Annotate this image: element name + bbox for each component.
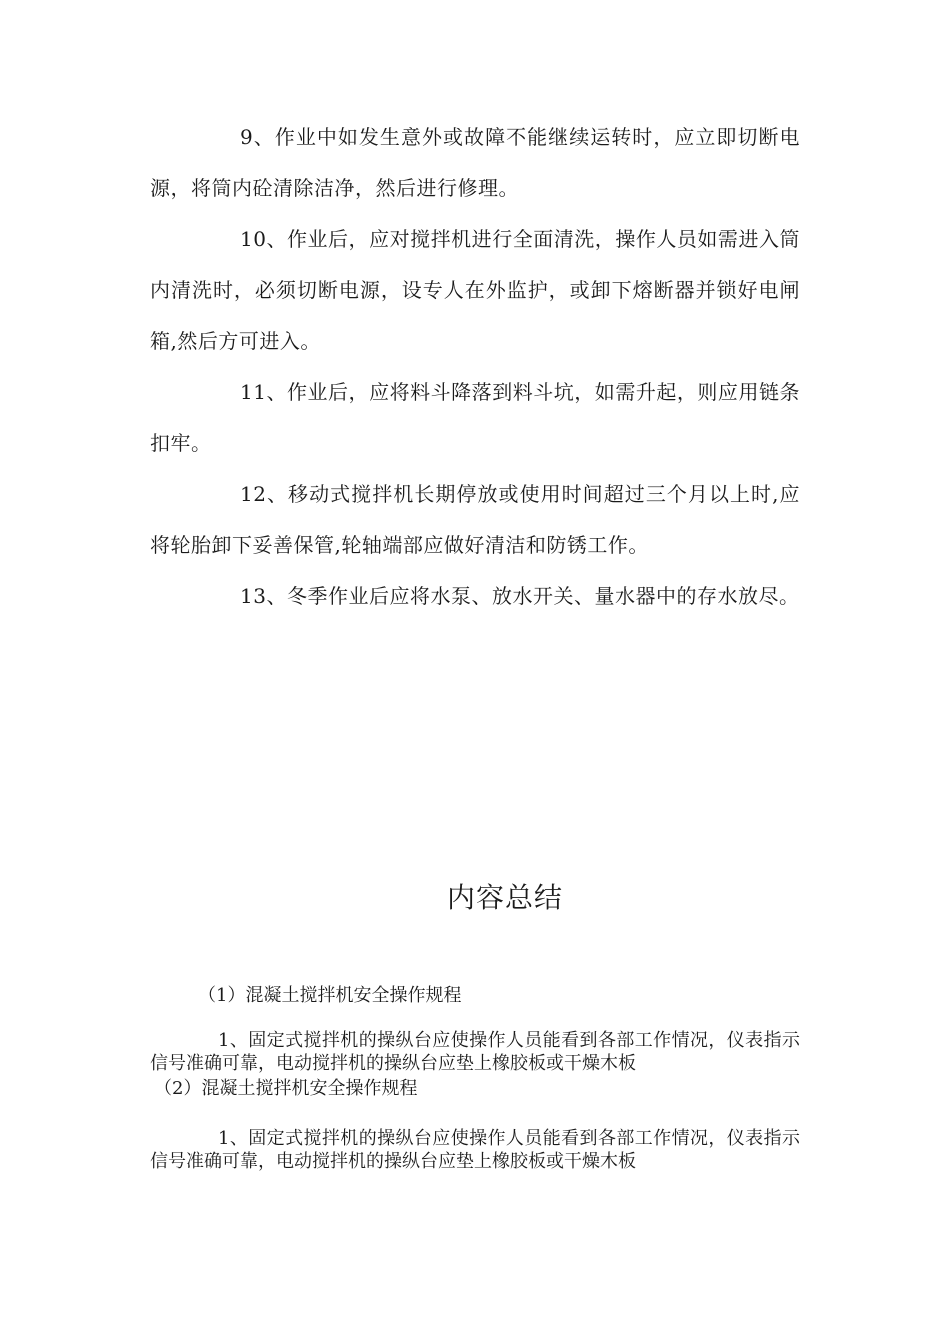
paragraph-item-9: 9、作业中如发生意外或故障不能继续运转时，应立即切断电源，将筒内砼清除洁净，然后进行修理。 xyxy=(150,125,800,200)
paragraph-item-13: 13、冬季作业后应将水泵、放水开关、量水器中的存水放尽。 xyxy=(240,584,800,608)
summary-section-text: 1、固定式搅拌机的操纵台应使操作人员能看到各部工作情况，仪表指示信号准确可靠，电动搅拌机的操纵台应垫上橡胶板或干燥木板 xyxy=(150,1030,800,1074)
paragraph-item-12: 12、移动式搅拌机长期停放或使用时间超过三个月以上时,应将轮胎卸下妥善保管,轮轴端部应做好清洁和防锈工作。 xyxy=(150,482,800,557)
summary-section-heading: （2）混凝土搅拌机安全操作规程 xyxy=(154,1078,418,1099)
summary-title: 内容总结 xyxy=(446,881,563,914)
paragraph-item-10: 10、作业后，应对搅拌机进行全面清洗，操作人员如需进入筒内清洗时，必须切断电源，设专人在外监护，或卸下熔断器并锁好电闸箱,然后方可进入。 xyxy=(150,227,800,353)
summary-section-text: 1、固定式搅拌机的操纵台应使操作人员能看到各部工作情况，仪表指示信号准确可靠，电动搅拌机的操纵台应垫上橡胶板或干燥木板 xyxy=(150,1128,800,1172)
paragraph-item-11: 11、作业后，应将料斗降落到料斗坑，如需升起，则应用链条扣牢。 xyxy=(150,380,800,455)
summary-section-1 xyxy=(150,984,800,1075)
summary-section-2 xyxy=(150,1077,800,1173)
summary-section-heading: （1）混凝土搅拌机安全操作规程 xyxy=(198,985,462,1006)
document-body xyxy=(150,112,800,622)
